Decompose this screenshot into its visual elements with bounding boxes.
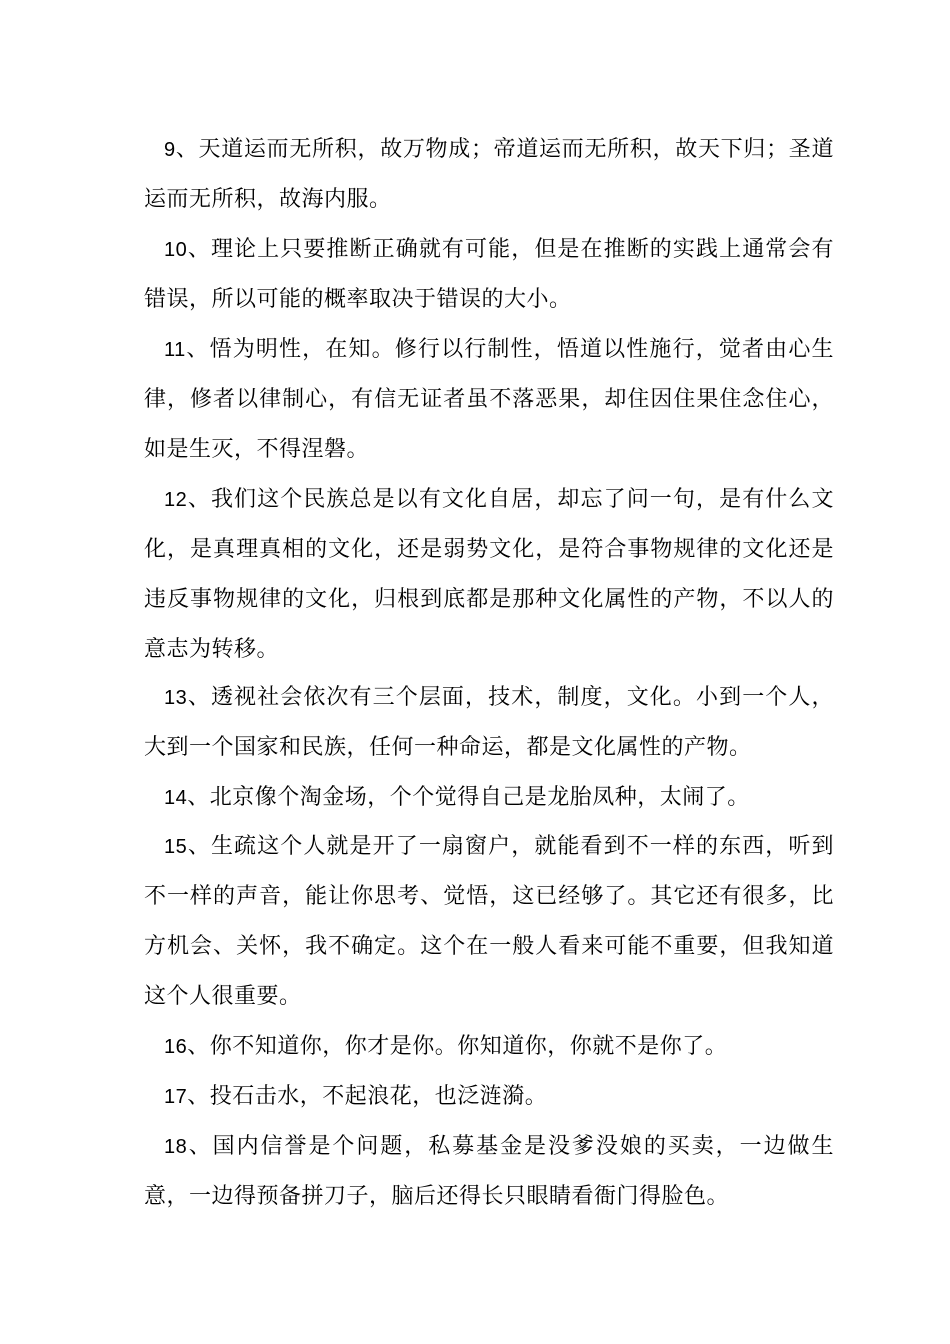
quote-text: 、你不知道你，你才是你。你知道你，你就不是你了。 <box>187 1034 728 1059</box>
quote-18 <box>144 1122 834 1222</box>
quote-11 <box>144 325 834 475</box>
quote-text: 、悟为明性，在知。修行以行制性，悟道以性施行，觉者由心生律，修者以律制心，有信无证者虽不落恶果，却住因住果住念住心，如是生灭，不得涅磐。 <box>144 337 834 462</box>
quote-15 <box>144 822 834 1022</box>
quote-number: 15 <box>164 836 188 858</box>
quote-number: 12 <box>164 489 188 511</box>
quote-13 <box>144 673 834 773</box>
quote-number: 11 <box>164 339 186 361</box>
quote-number: 10 <box>164 239 188 261</box>
quote-text: 、北京像个淘金场，个个觉得自己是龙胎凤种，太闹了。 <box>187 785 750 810</box>
quote-text: 、投石击水，不起浪花，也泛涟漪。 <box>187 1084 548 1109</box>
quote-text: 、生疏这个人就是开了一扇窗户，就能看到不一样的东西，听到不一样的声音，能让你思考、觉悟，这已经够了。其它还有很多，比方机会、关怀，我不确定。这个在一般人看来可能不重要，但我知道这个人很重要。 <box>144 834 834 1009</box>
quote-16 <box>144 1022 834 1072</box>
quote-number: 16 <box>164 1036 188 1058</box>
quote-10 <box>144 225 834 325</box>
quote-number: 9 <box>164 139 176 161</box>
quote-number: 13 <box>164 687 188 709</box>
quote-number: 14 <box>164 787 188 809</box>
quote-number: 17 <box>164 1086 188 1108</box>
quote-17 <box>144 1072 834 1122</box>
quote-12 <box>144 475 834 675</box>
quote-14 <box>144 773 834 823</box>
quote-text: 、天道运而无所积，故万物成；帝道运而无所积，故天下归；圣道运而无所积，故海内服。 <box>144 137 834 212</box>
quote-text: 、国内信誉是个问题，私募基金是没爹没娘的买卖，一边做生意，一边得预备拼刀子，脑后还得长只眼睛看衙门得脸色。 <box>144 1134 834 1209</box>
quote-text: 、理论上只要推断正确就有可能，但是在推断的实践上通常会有错误，所以可能的概率取决于错误的大小。 <box>144 237 834 312</box>
quote-9 <box>144 125 834 225</box>
quote-number: 18 <box>164 1136 188 1158</box>
quote-text: 、我们这个民族总是以有文化自居，却忘了问一句，是有什么文化，是真理真相的文化，还是弱势文化，是符合事物规律的文化还是违反事物规律的文化，归根到底都是那种文化属性的产物，不以人的意志为转移。 <box>144 487 834 662</box>
quote-text: 、透视社会依次有三个层面，技术，制度，文化。小到一个人，大到一个国家和民族，任何一种命运，都是文化属性的产物。 <box>144 685 834 760</box>
